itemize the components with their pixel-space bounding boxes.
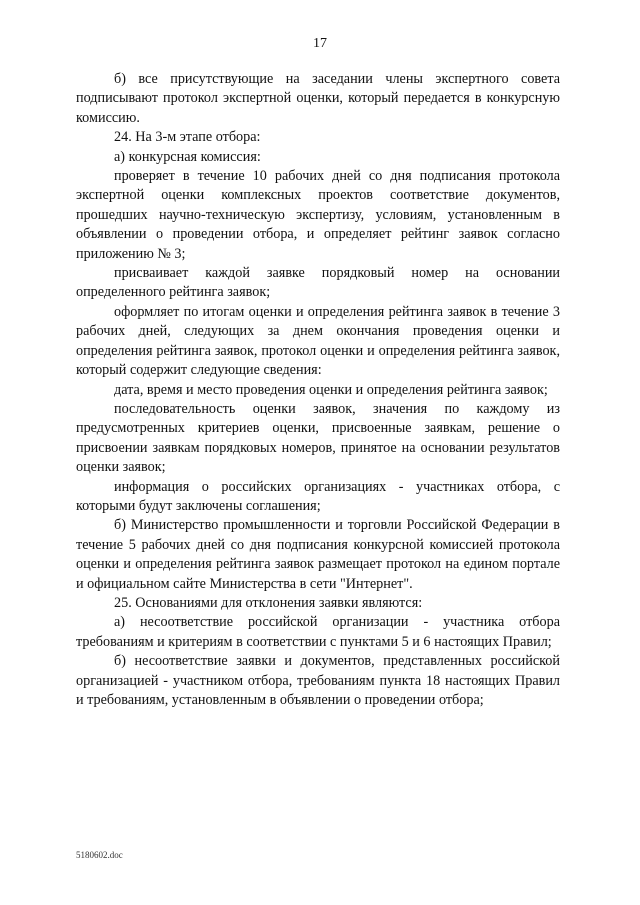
paragraph: присваивает каждой заявке порядковый номер на основании определенного рейтинга заявок; [76, 265, 560, 301]
document-body [76, 70, 560, 710]
paragraph: последовательность оценки заявок, значения по каждому из предусмотренных критериев оценки, присвоенные заявкам, решение о присвоении заявкам порядковых номеров, принятое на основании результатов оценки заявок; [76, 400, 560, 476]
paragraph: б) все присутствующие на заседании члены экспертного совета подписывают протокол экспертной оценки, который передается в конкурсную комиссию. [76, 71, 560, 126]
paragraph: проверяет в течение 10 рабочих дней со дня подписания протокола экспертной оценки комплексных проектов соответствие документов, прошедших научно-техническую экспертизу, условиям, установленным в объявлении о проведении отбора, и определяет рейтинг заявок согласно приложению № 3; [76, 168, 560, 262]
paragraph: б) несоответствие заявки и документов, представленных российской организацией - участником отбора, требованиям пункта 18 настоящих Правил и требованиям, установленным в объявлении о проведении отбора; [76, 653, 560, 708]
paragraph: 24. На 3-м этапе отбора: [114, 129, 261, 146]
file-code-footer: 5180602.doc [76, 850, 123, 860]
paragraph: б) Министерство промышленности и торговли Российской Федерации в течение 5 рабочих дней со дня подписания конкурсной комиссией протокола оценки и определения рейтинга заявок размещает протокол на едином портале и официальном сайте Министерства в сети "Интернет". [76, 517, 560, 592]
paragraph: оформляет по итогам оценки и определения рейтинга заявок в течение 3 рабочих дней, следующих за днем окончания проведения оценки и определения рейтинга заявок, протокол оценки и определения рейтинга заявок, который содержит следующие сведения: [76, 303, 560, 379]
page-number: 17 [313, 36, 327, 51]
paragraph: дата, время и место проведения оценки и определения рейтинга заявок; [114, 381, 548, 398]
paragraph: информация о российских организациях - участниках отбора, с которыми будут заключены соглашения; [76, 478, 560, 514]
paragraph: 25. Основаниями для отклонения заявки являются: [114, 594, 423, 611]
paragraph: а) конкурсная комиссия: [114, 148, 261, 165]
paragraph: а) несоответствие российской организации - участника отбора требованиям и критериям в соответствии с пунктами 5 и 6 настоящих Правил; [76, 614, 560, 650]
